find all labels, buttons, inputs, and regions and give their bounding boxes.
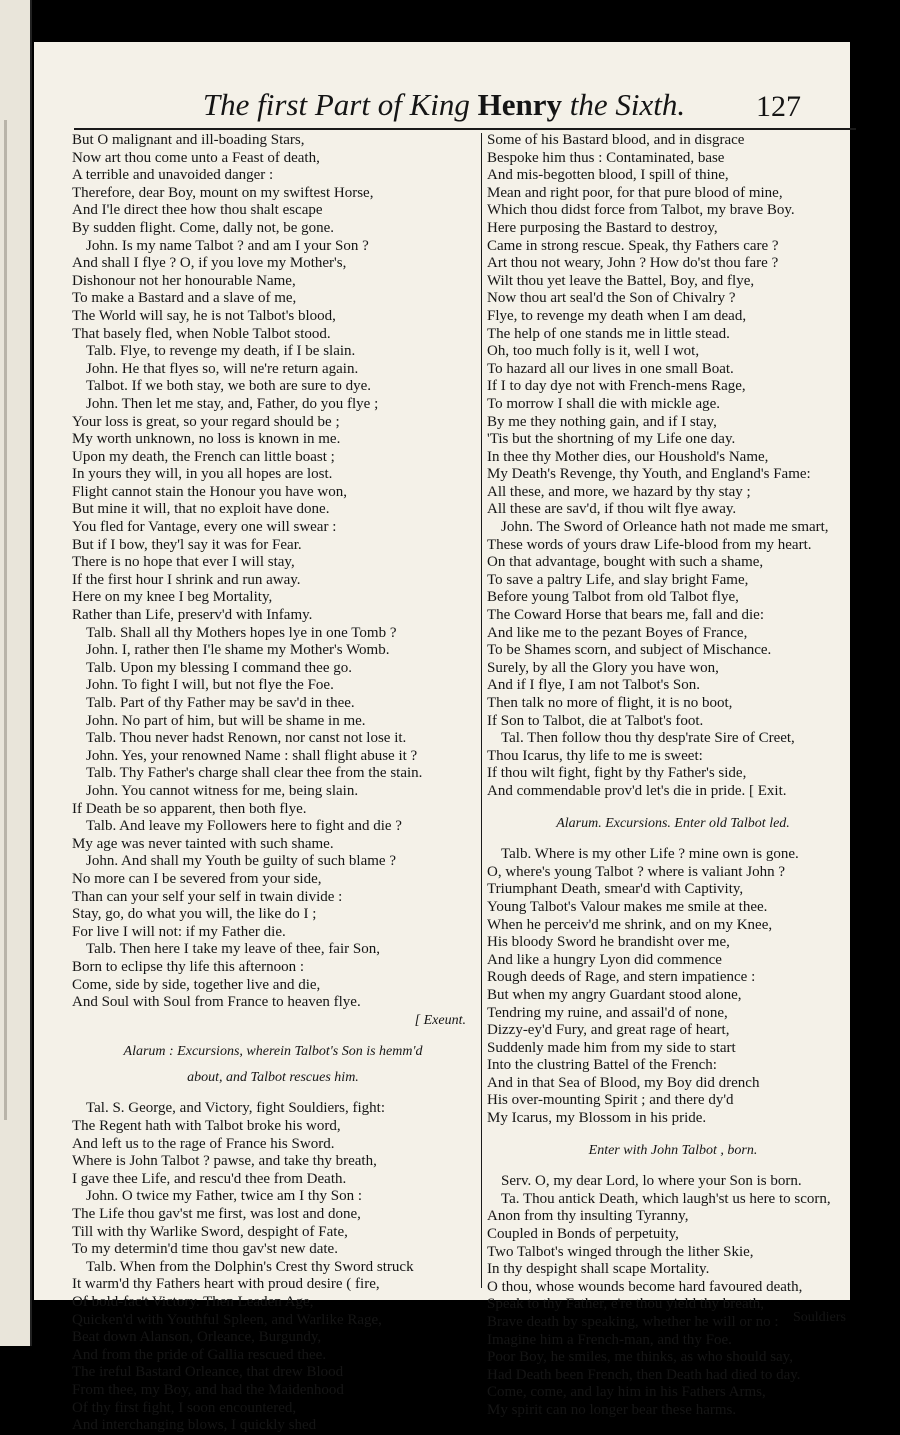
verse-line: To my determin'd time thou gav'st new date.	[72, 1241, 338, 1258]
page-number: 127	[756, 90, 801, 123]
verse-line: Triumphant Death, smear'd with Captivity,	[487, 881, 744, 898]
verse-line: Your loss is great, so your regard should be ;	[72, 413, 340, 430]
verse-line: Two Talbot's winged through the lither Skie,	[487, 1243, 754, 1260]
stage-direction: about, and Talbot rescues him.	[187, 1069, 359, 1085]
verse-line: By sudden flight. Come, dally not, be gone.	[72, 219, 335, 236]
verse-line: Wilt thou yet leave the Battel, Boy, and flye,	[487, 272, 755, 289]
verse-line: And commendable prov'd let's die in pride. [ Exit.	[487, 782, 787, 799]
stage-direction: Alarum : Excursions, wherein Talbot's Son is hemm'd	[123, 1044, 423, 1060]
verse-line: Talb. Then here I take my leave of thee, fair Son,	[86, 941, 380, 958]
verse-line: The Coward Horse that bears me, fall and die:	[487, 607, 764, 624]
verse-line: Upon my death, the French can little boast ;	[72, 448, 335, 465]
verse-line: To morrow I shall die with mickle age.	[487, 395, 721, 412]
verse-line: My worth unknown, no loss is known in me.	[72, 431, 341, 448]
verse-line: But when my angry Guardant stood alone,	[487, 986, 742, 1003]
running-head	[184, 87, 704, 123]
verse-line: Talbot. If we both stay, we both are sure to dye.	[86, 378, 371, 395]
left-column	[72, 132, 474, 1435]
verse-line: Mean and right poor, for that pure blood of mine,	[487, 184, 783, 201]
header-rule	[74, 128, 856, 130]
right-column	[487, 132, 859, 1420]
stage-direction: Enter with John Talbot , born.	[588, 1142, 758, 1158]
verse-line: Thou Icarus, thy life to me is sweet:	[487, 747, 703, 764]
verse-line: John. To fight I will, but not flye the Foe.	[86, 677, 334, 694]
verse-line: And like me to the pezant Boyes of France,	[487, 624, 748, 641]
verse-line: Came in strong rescue. Speak, thy Fathers care ?	[487, 237, 779, 254]
verse-line: On that advantage, bought with such a shame,	[487, 554, 764, 571]
verse-line: Talb. Flye, to revenge my death, if I be slain.	[86, 343, 356, 360]
verse-line: Quicken'd with Youthful Spleen, and Warlike Rage,	[72, 1311, 382, 1328]
title-part-b: King	[409, 87, 470, 122]
verse-line: To be Shames scorn, and subject of Mischance.	[487, 642, 772, 659]
verse-line: Beat down Alanson, Orleance, Burgundy,	[72, 1329, 322, 1346]
verse-line: And left us to the rage of France his Sword.	[72, 1135, 335, 1152]
verse-line: Talb. When from the Dolphin's Crest thy Sword struck	[86, 1258, 414, 1275]
verse-line: John. You cannot witness for me, being slain.	[86, 782, 359, 799]
verse-line: And if I flye, I am not Talbot's Son.	[487, 677, 701, 694]
verse-line: My Death's Revenge, thy Youth, and England's Fame:	[487, 466, 811, 483]
previous-page-edge	[0, 0, 32, 1346]
verse-line: Serv. O, my dear Lord, lo where your Son is born.	[501, 1173, 802, 1190]
verse-line: All these, and more, we hazard by thy stay ;	[487, 483, 751, 500]
verse-line: If Son to Talbot, die at Talbot's foot.	[487, 712, 704, 729]
verse-line: Talb. And leave my Followers here to fight and die ?	[86, 818, 402, 835]
verse-line: Talb. Thou never hadst Renown, nor canst not lose it.	[86, 730, 407, 747]
verse-line: And I'le direct thee how thou shalt escape	[72, 202, 323, 219]
verse-line: To make a Bastard and a slave of me,	[72, 290, 297, 307]
verse-line: John. O twice my Father, twice am I thy Son :	[86, 1188, 363, 1205]
verse-line: Rather than Life, preserv'd with Infamy.	[72, 607, 313, 624]
verse-line: Than can your self your self in twain divide :	[72, 888, 343, 905]
verse-line: The ireful Bastard Orleance, that drew Blood	[72, 1364, 344, 1381]
verse-line: But if I bow, they'l say it was for Fear.	[72, 536, 302, 553]
verse-line: But O malignant and ill-boading Stars,	[72, 132, 305, 148]
verse-line: And in that Sea of Blood, my Boy did drench	[487, 1074, 760, 1091]
verse-line: Poor Boy, he smiles, me thinks, as who should say,	[487, 1349, 793, 1366]
verse-line: All these are sav'd, if thou wilt flye away.	[487, 501, 737, 518]
verse-line: Suddenly made him from my side to start	[487, 1039, 736, 1056]
verse-line: For live I will not: if my Father die.	[72, 923, 286, 940]
verse-line: Had Death been French, then Death had died to day.	[487, 1366, 801, 1383]
verse-line: Before young Talbot from old Talbot flye,	[487, 589, 739, 606]
verse-line: And mis-begotten blood, I spill of thine,	[487, 167, 729, 184]
verse-line: There is no hope that ever I will stay,	[72, 554, 295, 571]
verse-line: O thou, whose wounds become hard favoured death,	[487, 1278, 803, 1295]
verse-line: But mine it will, that no exploit have done.	[72, 501, 330, 518]
verse-line: Which thou didst force from Talbot, my brave Boy.	[487, 202, 795, 219]
verse-line: Rough deeds of Rage, and stern impatience :	[487, 969, 756, 986]
verse-line: Talb. Part of thy Father may be sav'd in thee.	[86, 695, 355, 711]
verse-line: Now thou art seal'd the Son of Chivalry ?	[487, 290, 736, 307]
verse-line: Into the clustring Battel of the French:	[487, 1057, 717, 1074]
verse-line: Bespoke him thus : Contaminated, base	[487, 149, 725, 166]
verse-line: If the first hour I shrink and run away.	[72, 571, 301, 588]
title-part-c: Henry	[469, 87, 570, 122]
verse-line: These words of yours draw Life-blood from my heart.	[487, 536, 812, 553]
verse-line: Tendring my ruine, and assail'd of none,	[487, 1004, 728, 1021]
verse-line: By me they nothing gain, and if I stay,	[487, 413, 717, 430]
verse-line: The World will say, he is not Talbot's blood,	[72, 307, 336, 324]
verse-line: Here on my knee I beg Mortality,	[72, 589, 273, 606]
verse-line: It warm'd thy Fathers heart with proud desire ( fire,	[72, 1276, 380, 1293]
verse-line: Now art thou come unto a Feast of death,	[72, 149, 320, 166]
verse-line: In thy despight shall scape Mortality.	[487, 1261, 710, 1278]
verse-line: Where is John Talbot ? pawse, and take thy breath,	[72, 1153, 377, 1170]
verse-line: His over-mounting Spirit ; and there dy'd	[487, 1092, 734, 1109]
stage-direction: Alarum. Excursions. Enter old Talbot led.	[556, 815, 790, 831]
verse-line: John. No part of him, but will be shame in me.	[86, 712, 366, 729]
verse-line: When he perceiv'd me shrink, and on my Knee,	[487, 916, 773, 933]
verse-line: John. Yes, your renowned Name : shall flight abuse it ?	[86, 747, 418, 764]
title-part-d: the Sixth.	[569, 87, 686, 122]
verse-line: John. He that flyes so, will ne're return again.	[86, 360, 359, 377]
verse-line: John. Then let me stay, and, Father, do you flye ;	[86, 395, 379, 412]
verse-line: Anon from thy insulting Tyranny,	[487, 1208, 689, 1225]
verse-line: Oh, too much folly is it, well I wot,	[487, 343, 700, 360]
verse-line: Come, side by side, together live and die,	[72, 976, 321, 993]
verse-line: You fled for Vantage, every one will swear :	[72, 519, 337, 536]
verse-line: The Life thou gav'st me first, was lost and done,	[72, 1206, 361, 1223]
exit-direction: [ Exeunt.	[414, 1012, 466, 1028]
verse-line: Talb. Shall all thy Mothers hopes lye in one Tomb ?	[86, 624, 397, 641]
verse-line: Talb. Thy Father's charge shall clear thee from the stain.	[86, 765, 423, 782]
verse-line: Flight cannot stain the Honour you have won,	[72, 483, 347, 500]
verse-line: If I to day dye not with French-mens Rage,	[487, 378, 746, 395]
verse-line: Then talk no more of flight, it is no boot,	[487, 695, 733, 711]
spacer	[72, 1029, 474, 1039]
book-page	[34, 42, 850, 1434]
verse-line: Some of his Bastard blood, and in disgrace	[487, 132, 745, 148]
verse-line: Art thou not weary, John ? How do'st thou fare ?	[487, 255, 779, 272]
verse-line: That basely fled, when Noble Talbot stood.	[72, 325, 331, 342]
spacer	[487, 801, 859, 811]
verse-line: John. And shall my Youth be guilty of such blame ?	[86, 853, 396, 870]
verse-line: And like a hungry Lyon did commence	[487, 951, 722, 968]
verse-line: O, where's young Talbot ? where is valiant John ?	[487, 863, 785, 880]
verse-line: Therefore, dear Boy, mount on my swiftest Horse,	[72, 184, 374, 201]
verse-line: My Icarus, my Blossom in his pride.	[487, 1110, 707, 1127]
verse-line: John. Is my name Talbot ? and am I your Son ?	[86, 237, 369, 254]
verse-line: John. I, rather then I'le shame my Mother's Womb.	[86, 642, 390, 659]
verse-line: Come, come, and lay him in his Fathers Arms,	[487, 1384, 766, 1401]
verse-line: Surely, by all the Glory you have won,	[487, 659, 719, 676]
verse-line: Brave death by speaking, whether he will or no :	[487, 1314, 779, 1330]
verse-line: The help of one stands me in little stead.	[487, 325, 730, 342]
verse-line: 'Tis but the shortning of my Life one day.	[487, 431, 736, 448]
verse-line: Flye, to revenge my death when I am dead,	[487, 307, 747, 324]
verse-line: Dishonour not her honourable Name,	[72, 272, 296, 289]
verse-line: Of thy first fight, I soon encountered,	[72, 1399, 297, 1416]
verse-line: Talb. Where is my other Life ? mine own is gone.	[501, 846, 799, 863]
verse-line: In yours they will, in you all hopes are lost.	[72, 466, 333, 483]
verse-line: And from the pride of Gallia rescued thee.	[72, 1346, 327, 1363]
verse-line: In thee thy Mother dies, our Houshold's Name,	[487, 448, 769, 465]
spacer	[72, 1090, 474, 1100]
verse-line: His bloody Sword he brandisht over me,	[487, 934, 730, 951]
verse-line: Here purposing the Bastard to destroy,	[487, 219, 718, 236]
verse-line: No more can I be severed from your side,	[72, 870, 322, 887]
verse-line: To hazard all our lives in one small Boat.	[487, 360, 734, 377]
verse-line: Stay, go, do what you will, the like do I ;	[72, 906, 317, 923]
verse-line: And Soul with Soul from France to heaven flye.	[72, 994, 361, 1011]
verse-line: Of bold-fac't Victory. Then Leaden Age,	[72, 1294, 314, 1310]
column-divider	[481, 133, 482, 1288]
verse-line: Dizzy-ey'd Fury, and great rage of heart,	[487, 1022, 730, 1039]
verse-line: Young Talbot's Valour makes me smile at thee.	[487, 898, 768, 915]
verse-line: And interchanging blows, I quickly shed	[72, 1417, 317, 1434]
verse-line: From thee, my Boy, and had the Maidenhood	[72, 1381, 344, 1398]
verse-line: Tal. Then follow thou thy desp'rate Sire of Creet,	[501, 730, 795, 747]
verse-line: My spirit can no longer bear these harms.	[487, 1401, 737, 1418]
verse-line: Ta. Thou antick Death, which laugh'st us here to scorn,	[501, 1190, 831, 1207]
verse-line: Born to eclipse thy life this afternoon :	[72, 958, 305, 975]
verse-line: My age was never tainted with such shame.	[72, 835, 334, 852]
spacer	[487, 1128, 859, 1138]
verse-line: The Regent hath with Talbot broke his word,	[72, 1118, 341, 1135]
verse-line: I gave thee Life, and rescu'd thee from Death.	[72, 1170, 347, 1187]
verse-line: Tal. S. George, and Victory, fight Souldiers, fight:	[86, 1100, 385, 1117]
spacer	[487, 1163, 859, 1173]
verse-line: And shall I flye ? O, if you love my Mother's,	[72, 255, 347, 272]
verse-line: Speak to thy Father, e're thou yield thy breath,	[487, 1296, 765, 1313]
verse-line: Till with thy Warlike Sword, despight of Fate,	[72, 1223, 348, 1240]
verse-line: A terrible and unavoided danger :	[72, 167, 274, 184]
verse-line: To save a paltry Life, and slay bright Fame,	[487, 571, 749, 588]
verse-line: Talb. Upon my blessing I command thee go.	[86, 659, 352, 676]
verse-line: Coupled in Bonds of perpetuity,	[487, 1226, 679, 1243]
verse-line: Imagine him a French-man, and thy Foe.	[487, 1331, 732, 1348]
verse-line: If thou wilt fight, fight by thy Father's side,	[487, 765, 747, 782]
catchword: Souldiers	[793, 1310, 846, 1325]
title-part-a: The first Part of	[202, 87, 410, 122]
spacer	[487, 836, 859, 846]
verse-line: If Death be so apparent, then both flye.	[72, 800, 307, 817]
verse-line: John. The Sword of Orleance hath not made me smart,	[501, 519, 829, 536]
